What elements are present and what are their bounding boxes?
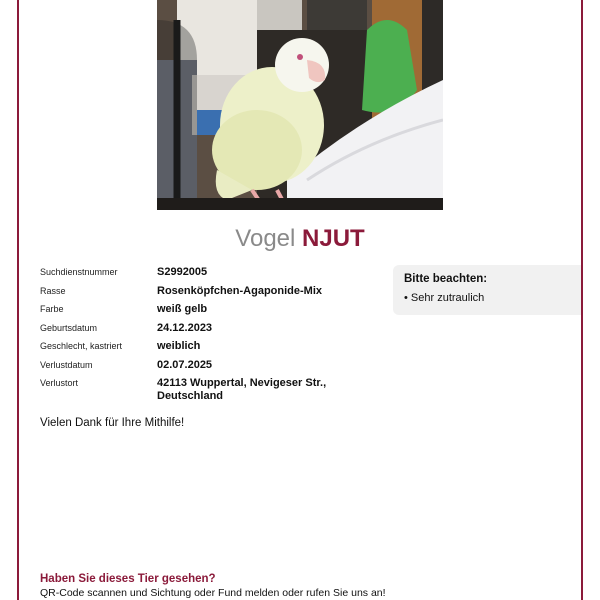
detail-row-loss-location (40, 377, 360, 413)
detail-row-sex (40, 340, 360, 359)
detail-value: weiß gelb (157, 303, 208, 315)
detail-label: Verlustdatum (40, 359, 93, 370)
detail-value: S2992005 (157, 266, 208, 278)
detail-value: 24.12.2023 (157, 321, 213, 334)
seen-text: QR-Code scannen und Sichtung oder Fund melden oder rufen Sie uns an! (40, 587, 386, 599)
detail-row-search-number (40, 266, 360, 285)
detail-row-birthdate (40, 322, 360, 341)
pet-photo (157, 0, 443, 210)
page-border-left (17, 0, 19, 600)
detail-row-color (40, 303, 360, 322)
pet-title (0, 224, 600, 254)
detail-row-loss-date (40, 359, 360, 378)
detail-value: 42113 Wuppertal, Nevigeser Str., Deutschland (157, 377, 327, 402)
detail-label: Rasse (40, 285, 66, 296)
notice-item-text: Sehr zutraulich (410, 292, 485, 304)
title-prefix: Vogel (235, 225, 296, 252)
pet-name: NJUT (302, 225, 365, 252)
seen-title: Haben Sie dieses Tier gesehen? (40, 573, 216, 585)
detail-label: Geschlecht, kastriert (40, 341, 123, 351)
detail-row-breed (40, 285, 360, 304)
detail-label: Farbe (40, 304, 64, 314)
detail-label: Verlustort (40, 378, 79, 388)
detail-label: Geburtsdatum (40, 322, 98, 333)
detail-value: Rosenköpfchen-Agaponide-Mix (157, 284, 323, 297)
notice-item: • Sehr zutraulich (404, 292, 485, 304)
details-table (40, 266, 360, 413)
page-border-right (581, 0, 583, 600)
detail-label: Suchdienstnummer (40, 267, 118, 277)
notice-box (393, 265, 581, 315)
detail-value: 02.07.2025 (157, 358, 213, 371)
thanks-text: Vielen Dank für Ihre Mithilfe! (40, 417, 185, 429)
notice-title: Bitte beachten: (404, 273, 488, 285)
detail-value: weiblich (157, 340, 201, 352)
